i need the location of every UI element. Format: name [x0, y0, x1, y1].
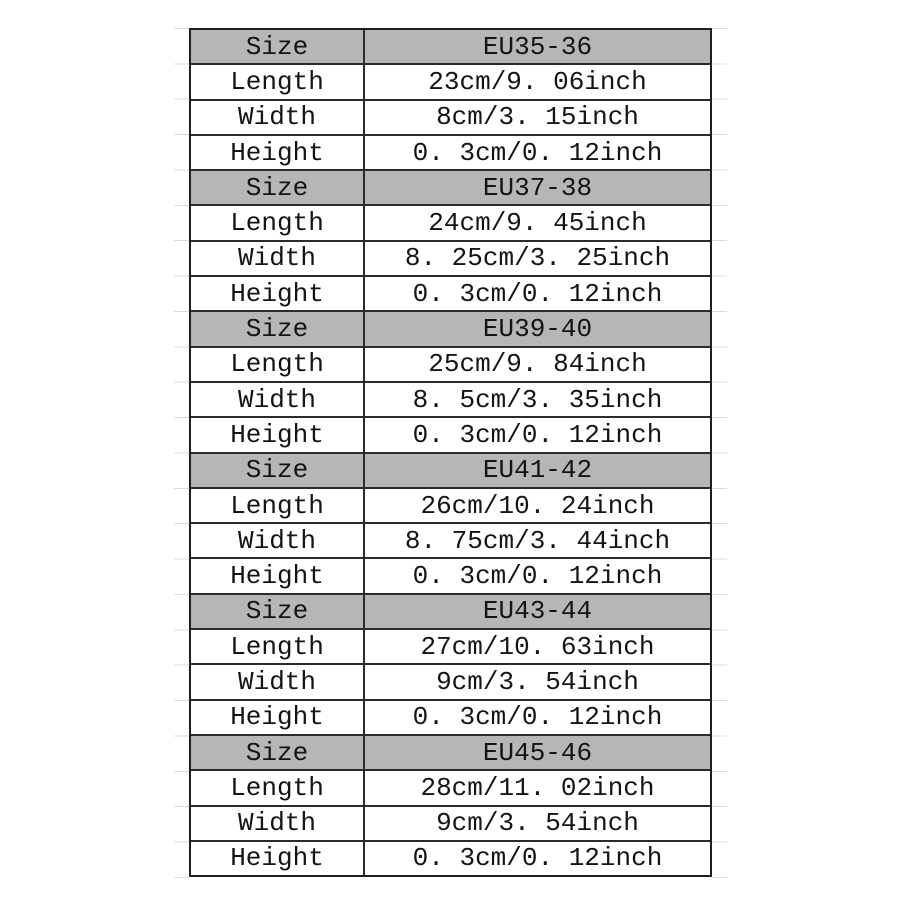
size-header-value: EU43-44 [482, 596, 593, 627]
width-value: 8. 75cm/3. 44inch [404, 525, 671, 556]
row-label-length: Length [191, 348, 365, 381]
size-header-row [191, 30, 710, 65]
length-value: 23cm/9. 06inch [428, 66, 647, 97]
table-row [191, 524, 710, 559]
size-chart-table [189, 28, 712, 877]
length-value: 24cm/9. 45inch [428, 208, 647, 239]
row-label-width: Width [191, 524, 365, 557]
height-value: 0. 3cm/0. 12inch [412, 702, 663, 733]
size-header-value: EU37-38 [482, 172, 593, 203]
width-value: 8. 5cm/3. 35inch [412, 384, 663, 415]
row-label-height: Height [191, 418, 365, 451]
table-row [191, 136, 710, 171]
row-label-length: Length [191, 630, 365, 663]
size-header-label: Size [191, 454, 365, 487]
height-value: 0. 3cm/0. 12inch [412, 561, 663, 592]
size-header-row [191, 595, 710, 630]
size-header-label: Size [191, 595, 365, 628]
height-value: 0. 3cm/0. 12inch [412, 419, 663, 450]
row-label-height: Height [191, 136, 365, 169]
size-header-label: Size [191, 312, 365, 345]
size-header-label: Size [191, 171, 365, 204]
table-row [191, 665, 710, 700]
table-row [191, 277, 710, 312]
size-header-row [191, 171, 710, 206]
size-header-value: EU45-46 [482, 737, 593, 768]
table-row [191, 630, 710, 665]
width-value: 9cm/3. 54inch [436, 666, 639, 697]
table-row [191, 489, 710, 524]
table-row [191, 383, 710, 418]
length-value: 28cm/11. 02inch [420, 772, 655, 803]
length-value: 27cm/10. 63inch [420, 631, 655, 662]
row-label-length: Length [191, 771, 365, 804]
size-header-value: EU41-42 [482, 455, 593, 486]
row-label-length: Length [191, 65, 365, 98]
row-label-width: Width [191, 665, 365, 698]
height-value: 0. 3cm/0. 12inch [412, 278, 663, 309]
row-label-width: Width [191, 383, 365, 416]
length-value: 25cm/9. 84inch [428, 349, 647, 380]
row-label-height: Height [191, 842, 365, 875]
size-header-row [191, 454, 710, 489]
size-header-label: Size [191, 736, 365, 769]
spreadsheet-gridline-stubs-left [174, 28, 189, 878]
table-row [191, 206, 710, 241]
size-header-value: EU39-40 [482, 314, 593, 345]
row-label-height: Height [191, 559, 365, 592]
table-row [191, 101, 710, 136]
size-header-value: EU35-36 [482, 31, 593, 62]
table-row [191, 701, 710, 736]
table-row [191, 807, 710, 842]
size-header-row [191, 312, 710, 347]
height-value: 0. 3cm/0. 12inch [412, 843, 663, 874]
row-label-height: Height [191, 277, 365, 310]
table-row [191, 65, 710, 100]
spreadsheet-gridline-stubs-right [712, 28, 727, 878]
width-value: 9cm/3. 54inch [436, 808, 639, 839]
row-label-width: Width [191, 242, 365, 275]
table-row [191, 559, 710, 594]
height-value: 0. 3cm/0. 12inch [412, 137, 663, 168]
table-row [191, 242, 710, 277]
size-header-label: Size [191, 30, 365, 63]
row-label-width: Width [191, 101, 365, 134]
width-value: 8. 25cm/3. 25inch [404, 243, 671, 274]
table-row [191, 771, 710, 806]
row-label-length: Length [191, 206, 365, 239]
table-row [191, 842, 710, 875]
row-label-width: Width [191, 807, 365, 840]
table-row [191, 348, 710, 383]
width-value: 8cm/3. 15inch [436, 102, 639, 133]
length-value: 26cm/10. 24inch [420, 490, 655, 521]
size-header-row [191, 736, 710, 771]
row-label-length: Length [191, 489, 365, 522]
row-label-height: Height [191, 701, 365, 734]
table-row [191, 418, 710, 453]
